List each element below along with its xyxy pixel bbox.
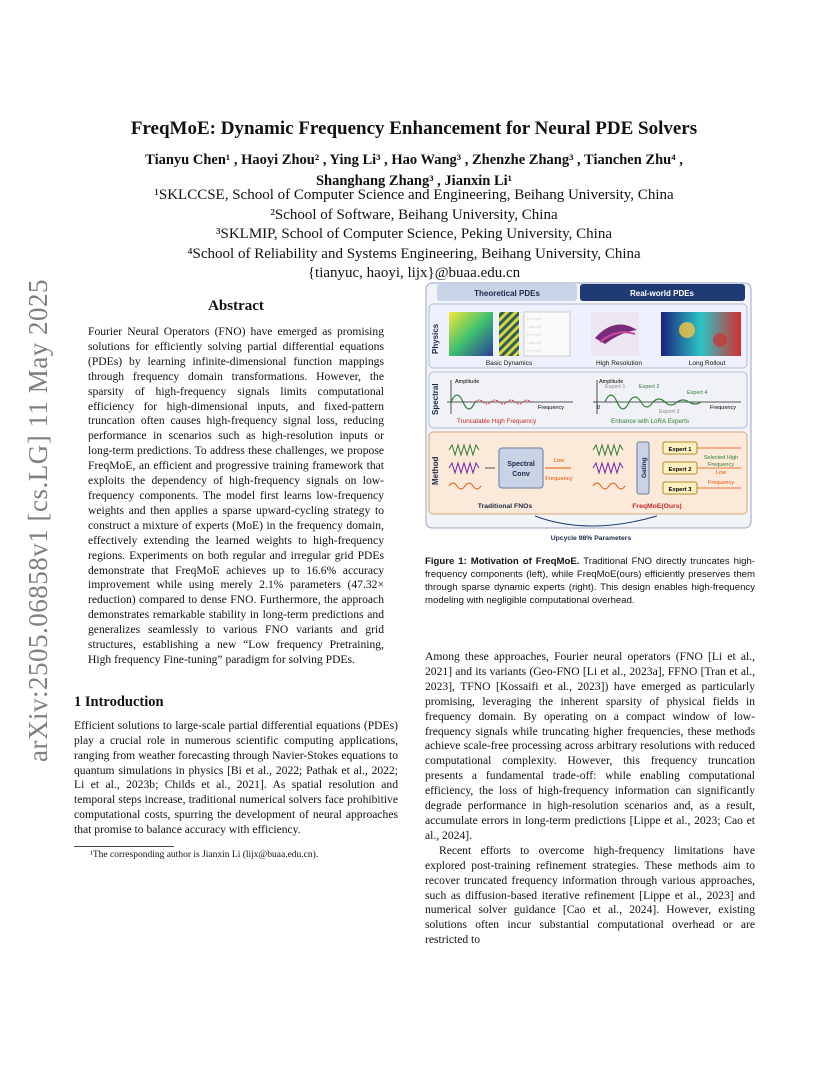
label-upcycle: Upcycle 98% Parameters (550, 535, 632, 542)
svg-text:·.:·.:·.·:·.: ·.:·.:·.·:·. (527, 340, 542, 345)
author-emails: {tianyuc, haoyi, lijx}@buaa.edu.cn (307, 265, 521, 281)
affiliation-1: ¹SKLCCSE, School of Computer Science and Engineering, Beihang University, China (154, 187, 674, 203)
caption-title: Motivation of FreqMoE. (470, 556, 580, 567)
label-expert2-spectral: Expert 2 (639, 384, 660, 390)
right-column (425, 650, 755, 948)
field-image-1 (449, 312, 493, 356)
label-gating: Gating (641, 457, 648, 478)
realworld-header-label: Real-world PDEs (629, 289, 695, 298)
figure-caption (425, 556, 755, 608)
label-low-freq-1: Low (553, 458, 565, 464)
footnote: ¹The corresponding author is Jianxin Li (lijx@buaa.edu.cn). (90, 850, 319, 861)
svg-text::·.·:·.:·.·:: :·.·:·.:·.·: (527, 332, 542, 337)
arxiv-id: arXiv:2505.06858v1 [cs.LG] 11 May 2025 (22, 278, 53, 762)
label-low-2: Low (715, 470, 727, 476)
authors-line-1: Tianyu Chen¹ , Haoyi Zhou² , Ying Li³ , Hao Wang³ , Zhenzhe Zhang³ , Tianchen Zhu⁴ , (145, 152, 683, 168)
spectral-left-amplitude: Amplitude (455, 379, 480, 385)
section-heading-introduction: 1 Introduction (74, 693, 164, 710)
svg-text::·.·:·.:·.·:: :·.·:·.:·.·: (527, 316, 542, 321)
affiliation-2: ²School of Software, Beihang University, China (270, 206, 558, 223)
caption-label: Figure 1: (425, 556, 467, 567)
spectral-conv-box (499, 448, 543, 488)
label-expert2-method: Expert 2 (668, 467, 692, 473)
label-high-resolution: High Resolution (596, 360, 642, 367)
left-column (74, 298, 398, 860)
affiliation-4: ⁴School of Reliability and Systems Engineering, Beihang University, China (187, 245, 641, 262)
label-traditional-fnos: Traditional FNOs (477, 503, 533, 510)
label-long-rollout: Long Rollout (688, 360, 726, 367)
spectral-left-frequency: Frequency (538, 405, 564, 411)
label-selected-1: Selected High (703, 455, 739, 461)
label-expert3-spectral: Expert 3 (659, 409, 680, 415)
abstract-text: Fourier Neural Operators (FNO) have emerged as promising solutions for efficiently solving partial differential equations (PDEs) by learning infinite-dimensional function mappings through frequency domain transformations. However, the sparsity of high-frequency signals limits computational efficiency for high-dimensional inputs, and fixed-pattern truncation often causes high-frequency signal loss, reducing performance in scenarios such as high-resolution inputs or long-term predictions. To address these challenges, we propose FreqMoE, an efficient and progressive training framework that exploits the dependency of high-frequency signals on low-frequency components. The model first learns low-frequency weights and then applies a sparse upward-cycling strategy to construct a mixture of experts (MoE) in the frequency domain, effectively extending the learned weights to high-frequency regions. Experiments on both regular and irregular grid PDEs demonstrate that FreqMoE achieves up to 16.6% accuracy improvement while using merely 2.1% parameters (47.32× reduction) compared to dense FNO. Furthermore, the approach demonstrates remarkable stability in long-term predictions and generalizes seamlessly to various FNO variants and grid structures, establishing a new “Low frequency Pretraining, High frequency Fine-tuning” paradigm for solving PDEs. (88, 325, 384, 666)
label-freq-2: Frequency (708, 480, 734, 486)
label-enhance-lora: Enhance with LoRA Experts (611, 418, 690, 425)
authors-line-2: Shanghang Zhang³ , Jianxin Li¹ (315, 173, 513, 189)
svg-text:·.:·.:·.·:·.: ·.:·.:·.·:·. (527, 324, 542, 329)
svg-text::·.·:·.:·.·:: :·.·:·.:·.·: (527, 348, 542, 353)
label-basic-dynamics: Basic Dynamics (485, 360, 533, 367)
label-spectral-conv-1: Spectral (507, 461, 535, 468)
label-expert3-method: Expert 3 (668, 487, 692, 493)
introduction-paragraph: Efficient solutions to large-scale partial differential equations (PDEs) play a crucial role in numerous scientific computing applications, ranging from weather forecasting through Navier-Stokes equations to quantum simulations in physics [Bi et al., 2022; Pathak et al., 2022; Li et al., 2023b; Childs et al., 2021]. As spatial resolution and temporal steps increase, traditional numerical solvers face prohibitive computational costs, spurring the development of neural approaches that promise to balance accuracy with efficiency. (74, 718, 398, 837)
abstract-heading: Abstract (208, 298, 264, 314)
affiliation-3: ³SKLMIP, School of Computer Science, Peking University, China (216, 226, 612, 242)
label-truncatable: Truncatable High Frequency (457, 418, 537, 425)
row-label-physics: Physics (431, 323, 440, 354)
footnote-rule (74, 846, 174, 847)
right-paragraph-1: Among these approaches, Fourier neural operators (FNO [Li et al., 2021] and its variants (Geo-FNO [Li et al., 2023a], FFNO [Tran et al., 2023], TFNO [Kossaifi et al., 2023]) have emerged as particularly promising, leveraging the inherent sparsity of physical fields in frequency domain. By operating on a compact window of low-frequency signals while truncating higher frequencies, these methods achieve scale-free processing across arbitrary resolutions with reduced computational complexity. However, this frequency truncation presents a fundamental trade-off: while enabling computational efficiency, the loss of high-frequency information can significantly degrade performance in high-resolution scenarios and, as a result, accumulate errors in long-term predictions [Lippe et al., 2023; Cao et al., 2024]. (425, 650, 755, 842)
spectral-right-frequency: Frequency (710, 405, 736, 411)
affiliations (74, 186, 754, 284)
right-paragraph-2: Recent efforts to overcome high-frequency limitations have explored post-training refinement strategies. These methods aim to recover truncated frequency information through various approaches, such as diffusion-based iterative refinement [Lippe et al., 2023] and numerical solver guidance [Cao et al., 2024]. However, existing solutions often incur substantial computational overhead or are restricted to (425, 843, 755, 947)
label-spectral-conv-2: Conv (512, 471, 530, 478)
caption-text: Traditional FNO directly truncates high-frequency components (left), while FreqMoE(ours) efficiently preserves them through sparse dynamic experts (right). This design enables high-frequency modeling with negligible computational overhead. (425, 556, 755, 606)
label-expert1-method: Expert 1 (668, 447, 692, 453)
rollout-image (661, 312, 741, 356)
arxiv-stamp (14, 280, 62, 760)
figure-1 (425, 282, 752, 544)
row-label-method: Method (431, 456, 440, 485)
paper-title: FreqMoE: Dynamic Frequency Enhancement for Neural PDE Solvers (130, 118, 698, 139)
label-expert1-spectral: Expert 1 (605, 384, 626, 390)
theoretical-header-label: Theoretical PDEs (474, 289, 540, 298)
spectral-right-amplitude: Amplitude (599, 379, 624, 385)
spectral-right-zero: 0 (597, 405, 601, 411)
field-image-2 (499, 312, 519, 356)
label-selected-2: Frequency (708, 462, 734, 468)
row-label-spectral: Spectral (431, 383, 440, 415)
label-freqmoe-ours: FreqMoE(Ours) (632, 503, 682, 510)
label-expert4-spectral: Expert 4 (687, 390, 708, 396)
label-low-freq-2: Frequency (545, 476, 573, 482)
